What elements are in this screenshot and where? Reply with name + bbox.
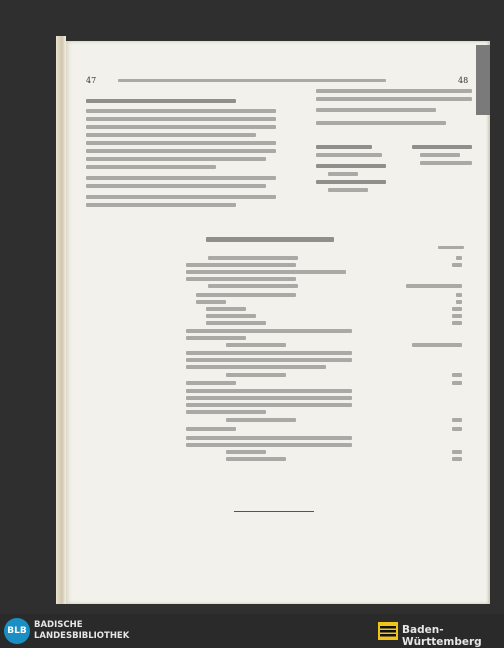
placeholder-text	[86, 99, 236, 103]
placeholder-toc-entry	[186, 427, 236, 431]
placeholder-toc-page	[452, 427, 462, 431]
placeholder-text	[86, 157, 266, 161]
placeholder-toc-entry	[186, 436, 352, 440]
placeholder-text	[438, 246, 464, 249]
library-name	[34, 620, 129, 642]
placeholder-toc-page	[452, 418, 462, 422]
placeholder-text	[316, 108, 436, 112]
placeholder-toc-page	[452, 314, 462, 318]
placeholder-text	[86, 176, 276, 180]
placeholder-toc-page	[456, 256, 462, 260]
placeholder-toc-entry	[196, 293, 296, 297]
placeholder-toc-entry	[206, 314, 256, 318]
placeholder-text	[86, 141, 276, 145]
placeholder-toc-entry	[186, 389, 352, 393]
placeholder-toc-page	[452, 381, 462, 385]
library-name-line2: LANDESBIBLIOTHEK	[34, 631, 130, 641]
placeholder-toc-page	[406, 284, 462, 288]
placeholder-toc-entry	[226, 450, 266, 454]
placeholder-text	[420, 161, 472, 165]
placeholder-toc-entry	[208, 256, 298, 260]
placeholder-text	[86, 133, 256, 137]
placeholder-text	[86, 149, 276, 153]
grey-scale-tab	[476, 45, 490, 115]
placeholder-text	[86, 125, 276, 129]
placeholder-toc-entry	[196, 300, 226, 304]
placeholder-toc-entry	[226, 418, 296, 422]
placeholder-text	[86, 109, 276, 113]
placeholder-toc-page	[452, 263, 462, 267]
placeholder-text	[316, 97, 472, 101]
placeholder-toc-page	[456, 293, 462, 297]
placeholder-toc-entry	[226, 373, 286, 377]
placeholder-text	[86, 165, 216, 169]
placeholder-toc-entry	[206, 321, 266, 325]
placeholder-toc-entry	[186, 263, 296, 267]
bw-coat-of-arms-icon[interactable]	[378, 622, 398, 640]
placeholder-toc-page	[452, 457, 462, 461]
placeholder-text	[316, 121, 446, 125]
placeholder-toc-entry	[186, 351, 352, 355]
placeholder-toc-entry	[186, 381, 236, 385]
placeholder-toc-entry	[186, 403, 352, 407]
placeholder-text	[86, 203, 236, 207]
library-footer	[0, 614, 504, 648]
divider-rule	[234, 511, 314, 512]
placeholder-toc-entry	[186, 358, 352, 362]
placeholder-toc-entry	[186, 277, 296, 281]
placeholder-toc-entry	[186, 443, 352, 447]
placeholder-toc-entry	[206, 307, 246, 311]
placeholder-text	[86, 117, 276, 121]
placeholder-text	[86, 195, 276, 199]
book-page-edge	[56, 36, 66, 604]
placeholder-text	[328, 188, 368, 192]
placeholder-toc-entry	[226, 343, 286, 347]
placeholder-toc-entry	[186, 396, 352, 400]
left-page-number: 47	[86, 76, 97, 85]
state-name: Baden-Württemberg	[402, 624, 482, 648]
placeholder-toc-entry	[186, 336, 246, 340]
placeholder-toc-entry	[186, 270, 346, 274]
placeholder-toc-page	[452, 307, 462, 311]
placeholder-text	[86, 184, 266, 188]
placeholder-text	[328, 172, 358, 176]
placeholder-toc-entry	[186, 365, 326, 369]
placeholder-toc-page	[452, 450, 462, 454]
library-name-line1: BADISCHE	[34, 620, 83, 630]
placeholder-toc-page	[452, 373, 462, 377]
placeholder-toc-entry	[186, 329, 352, 333]
placeholder-text	[316, 153, 382, 157]
scanned-page	[66, 41, 490, 604]
placeholder-text	[412, 145, 472, 149]
placeholder-text	[316, 145, 372, 149]
placeholder-toc-page	[452, 321, 462, 325]
placeholder-toc-entry	[226, 457, 286, 461]
placeholder-text	[420, 153, 460, 157]
right-page-number: 48	[458, 76, 469, 85]
placeholder-toc-entry	[186, 410, 266, 414]
blb-logo[interactable]: BLB	[4, 618, 30, 644]
placeholder-toc-entry	[208, 284, 298, 288]
placeholder-running-header	[118, 79, 386, 82]
placeholder-text	[316, 180, 386, 184]
placeholder-text	[316, 89, 472, 93]
placeholder-toc-heading	[206, 237, 334, 242]
placeholder-toc-page	[412, 343, 462, 347]
placeholder-toc-page	[456, 300, 462, 304]
placeholder-text	[316, 164, 386, 168]
